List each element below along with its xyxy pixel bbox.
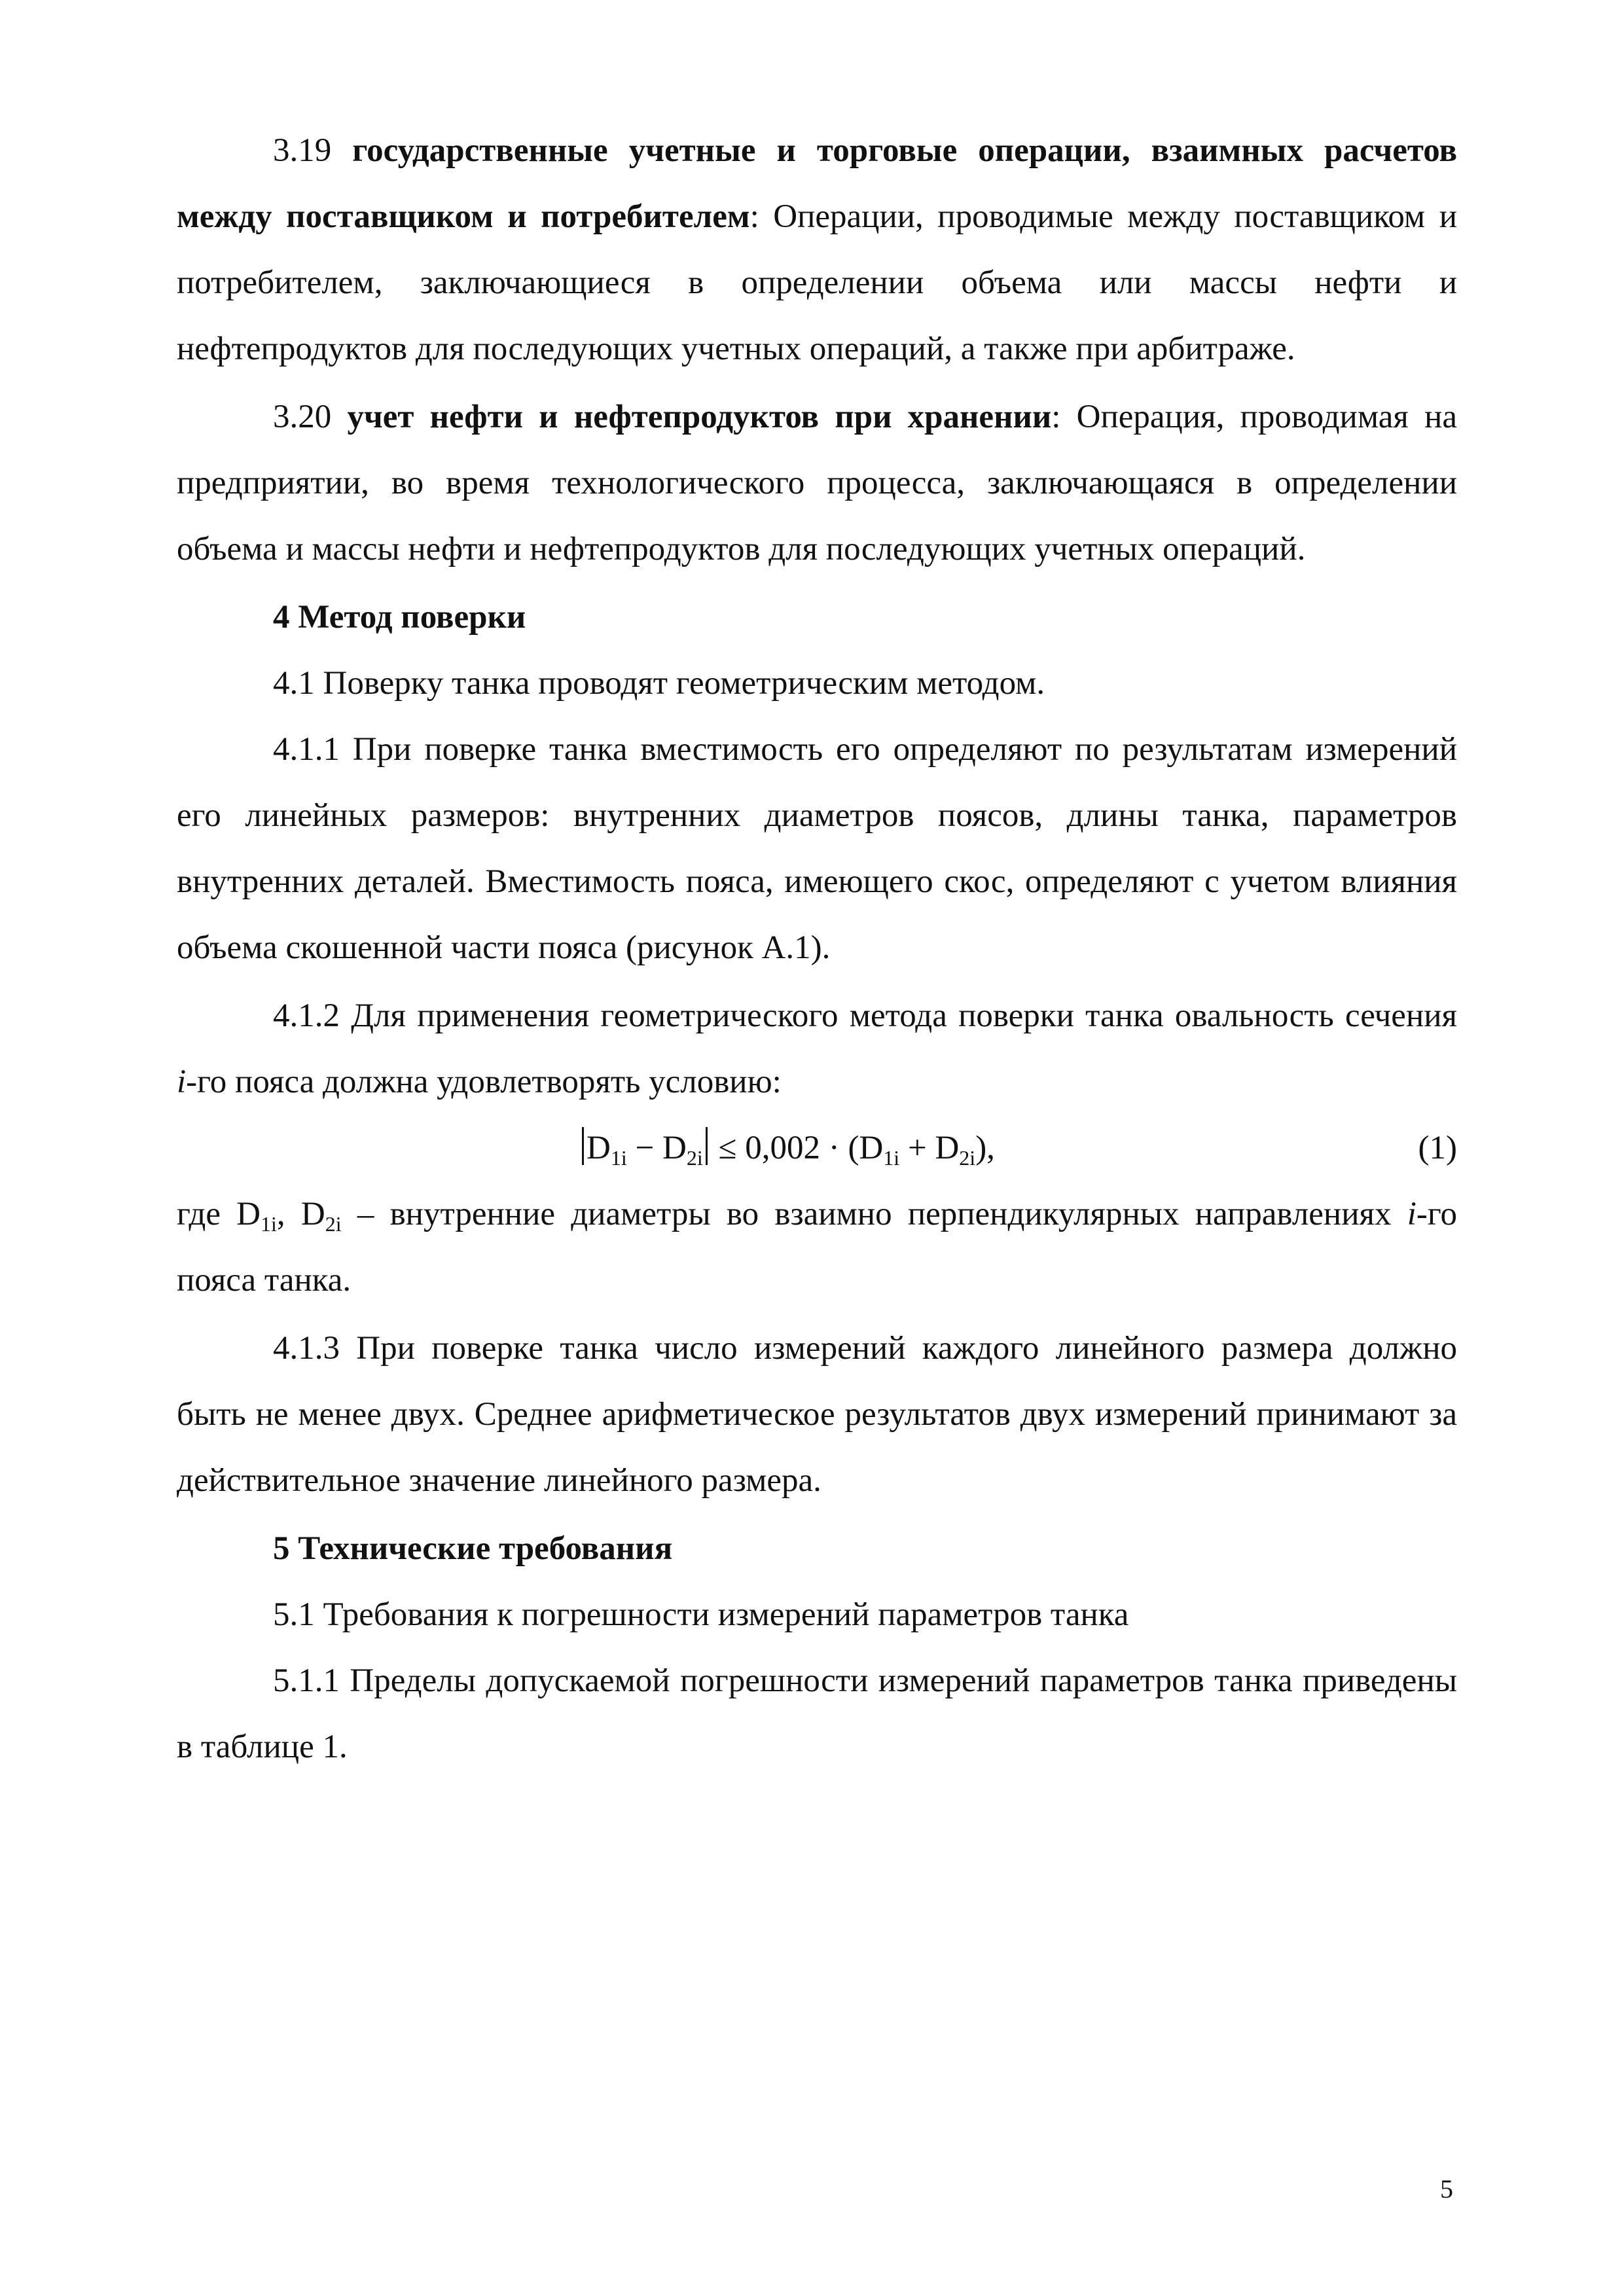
paragraph-4-1-2: 4.1.2 Для применения геометрического метода поверки танка овальность сечения i-го пояса должна удовлетворять условию: [177, 997, 1457, 1100]
term-bold: государственные учетные и торговые операции, взаимных расчетов между поставщиком и потребителем [177, 132, 1457, 235]
abs-bar-left [582, 1127, 584, 1165]
section-heading-5: 5 Технические требования [273, 1530, 673, 1567]
definition-text: : Операция, проводимая на предприятии, во время технологического процесса, заключающаяся в определении объема и массы нефти и нефтепродуктов для последующих учетных операций. [177, 399, 1458, 567]
paragraph-3-19 [177, 118, 1457, 382]
paragraph-4-1: 4.1 Поверку танка проводят геометрическим методом. [273, 665, 1045, 702]
paragraph-5-1-1: 5.1.1 Пределы допускаемой погрешности измерений параметров танка приведены в таблице 1. [177, 1662, 1457, 1765]
formula-1 [177, 1115, 1457, 1181]
abs-bar-right [706, 1127, 708, 1165]
term-bold: учет нефти и нефтепродуктов при хранении [347, 399, 1052, 435]
document-body [177, 118, 1457, 1780]
clause-number: 3.19 [273, 132, 353, 169]
variable-i: i [177, 1064, 187, 1100]
ovality-formula: $D_{1i} - D_{2i} \le 0,002 \cdot (D_{1i} + D_{2i})$, [579, 1115, 995, 1181]
page-number: 5 [1440, 2174, 1453, 2204]
clause-number: 3.20 [273, 399, 348, 435]
equation-number: (1) [1418, 1130, 1457, 1166]
formula-explanation: где $D_{1i}$, $D_{2i}$ – внутренние диаметры во взаимно перпендикулярных направлениях i-го пояса танка. [177, 1196, 1457, 1299]
paragraph-3-20 [177, 384, 1457, 583]
definition-text: : Операции, проводимые между поставщиком и потребителем, заключающиеся в определении объема или массы нефти и нефтепродуктов для последующих учетных операций, а также при арбитраже. [177, 198, 1457, 367]
paragraph-4-1-3: 4.1.3 При поверке танка число измерений каждого линейного размера должно быть не менее двух. Среднее арифметическое результатов двух измерений принимают за действительное значение линейного размера. [177, 1330, 1457, 1499]
paragraph-5-1: 5.1 Требования к погрешности измерений параметров танка [273, 1596, 1129, 1633]
paragraph-4-1-1: 4.1.1 При поверке танка вместимость его определяют по результатам измерений его линейных размеров: внутренних диаметров поясов, длины танка, параметров внутренних деталей. Вместимость пояса, имеющего скос, определяют с учетом влияния объема скошенной части пояса (рисунок А.1). [177, 731, 1457, 966]
section-heading-4: 4 Метод поверки [273, 599, 526, 636]
variable-i: i [1407, 1196, 1416, 1232]
